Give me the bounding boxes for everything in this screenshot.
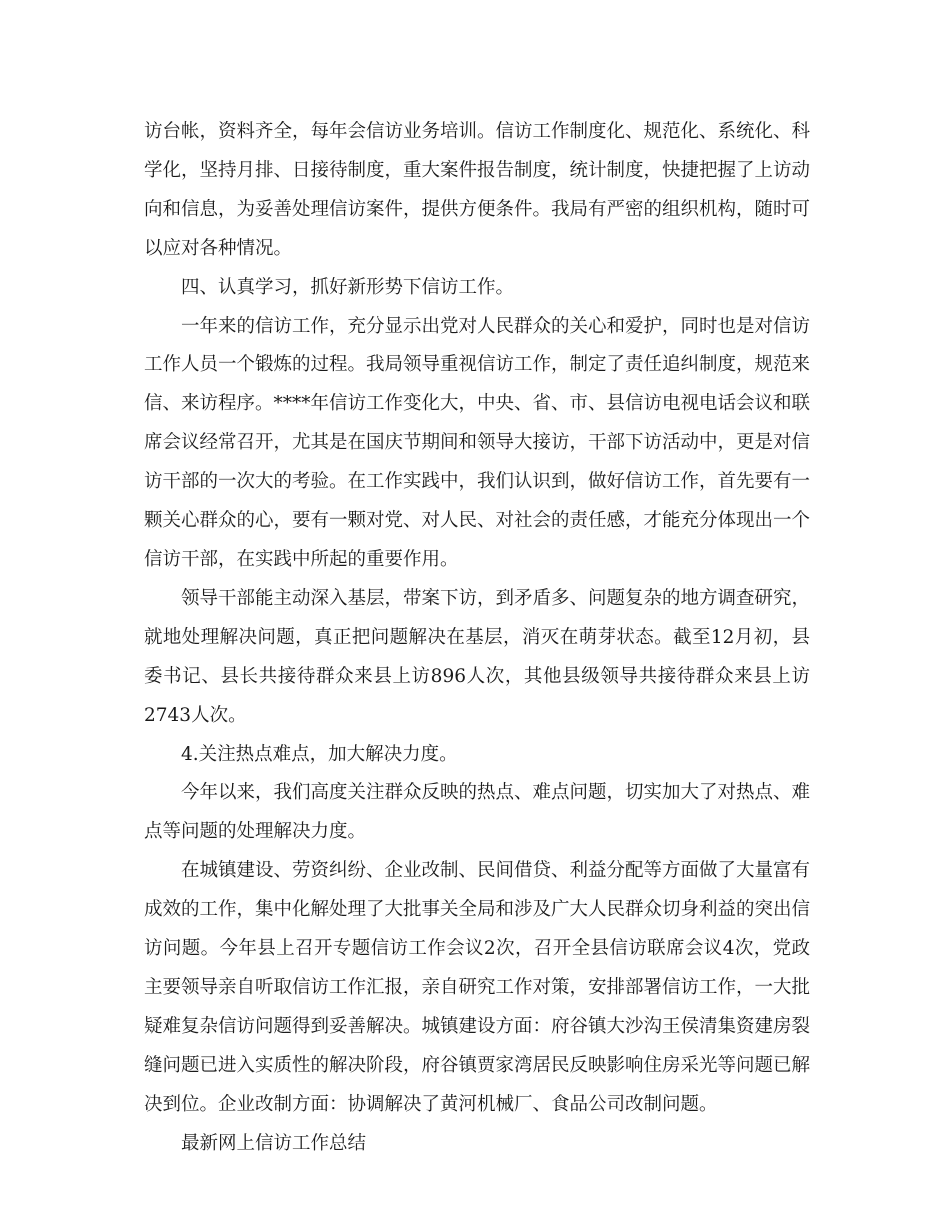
paragraph-continuation: 访台帐，资料齐全，每年会信访业务培训。信访工作制度化、规范化、系统化、科学化，坚持月排、日接待制度，重大案件报告制度，统计制度，快捷把握了上访动向和信息，为妥善处理信访案件，提供方便条件。我局有严密的组织机构，随时可以应对各种情况。	[144, 121, 811, 259]
subheading-hotspots: 4.关注热点难点，加大解决力度。	[181, 743, 458, 765]
paragraph-leadership-visits: 领导干部能主动深入基层，带案下访，到矛盾多、问题复杂的地方调查研究，就地处理解决问题，真正把问题解决在基层，消灭在萌芽状态。截至12月初，县委书记、县长共接待群众来县上访896人次，其他县级领导共接待群众来县上访2743人次。	[144, 587, 811, 726]
paragraph-resolution-details: 在城镇建设、劳资纠纷、企业改制、民间借贷、利益分配等方面做了大量富有成效的工作，集中化解处理了大批事关全局和涉及广大人民群众切身利益的突出信访问题。今年县上召开专题信访工作会议2次，召开全县信访联席会议4次，党政主要领导亲自听取信访工作汇报，亲自研究工作对策，安排部署信访工作，一大批疑难复杂信访问题得到妥善解决。城镇建设方面：府谷镇大沙沟王侯清集资建房裂缝问题已进入实质性的解决阶段，府谷镇贾家湾居民反映影响住房采光等问题已解决到位。企业改制方面：协调解决了黄河机械厂、食品公司改制问题。	[144, 860, 811, 1115]
closing-title: 最新网上信访工作总结	[181, 1132, 367, 1154]
document-body	[144, 113, 810, 1163]
paragraph-hotspot-focus: 今年以来，我们高度关注群众反映的热点、难点问题，切实加大了对热点、难点等问题的处理解决力度。	[144, 782, 811, 843]
paragraph-year-review: 一年来的信访工作，充分显示出党对人民群众的关心和爱护，同时也是对信访工作人员一个锻炼的过程。我局领导重视信访工作，制定了责任追纠制度，规范来信、来访程序。****年信访工作变化大，中央、省、市、县信访电视电话会议和联席会议经常召开，尤其是在国庆节期间和领导大接访，干部下访活动中，更是对信访干部的一次大的考验。在工作实践中，我们认识到，做好信访工作，首先要有一颗关心群众的心，要有一颗对党、对人民、对社会的责任感，才能充分体现出一个信访干部，在实践中所起的重要作用。	[144, 315, 811, 570]
section-heading-study: 四、认真学习，抓好新形势下信访工作。	[181, 276, 515, 298]
